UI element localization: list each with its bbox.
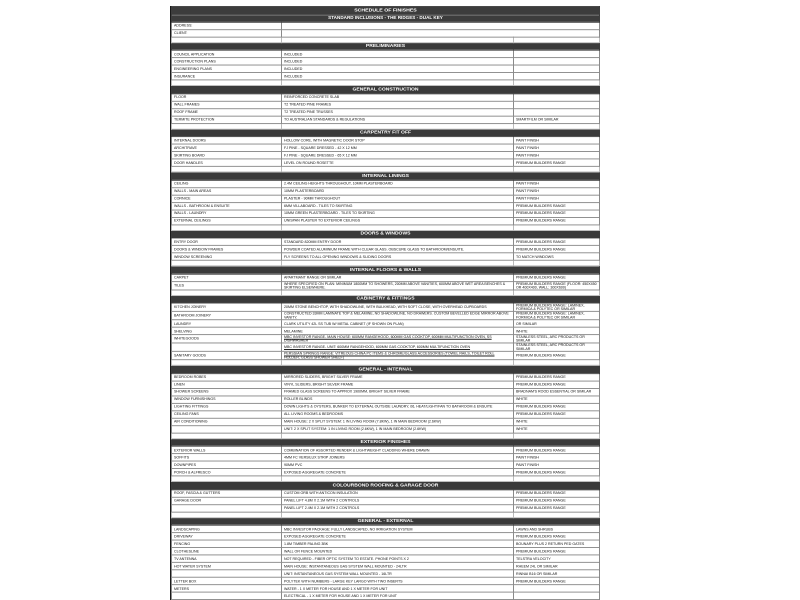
table-row [172, 547, 600, 554]
finish-cell: PREMIUM BUILDERS RANGE [514, 489, 600, 496]
specification-cell: FLY SCREENS TO ALL OPENING WINDOWS & SLIDING DOORS [282, 253, 514, 260]
specification-cell: MBC INVESTOR RANGE- MAIN HOUSE: 600MM RANGEHOOD, 600MM GAS COOKTOP, 600MM MULTIFUNCTION OVEN, SS DISHWASHER [282, 335, 514, 343]
item-cell: WINDOW FURNISHINGS [172, 395, 282, 402]
table-row [172, 373, 600, 380]
finish-cell: RHEEM 24L OR SIMILAR [514, 562, 600, 569]
specification-cell: WATER - 1 X METER FOR HOUSE AND 1 X METER FOR UNIT [282, 585, 514, 592]
section-heading: INTERNAL FLOORS & WALLS [172, 266, 600, 274]
specification-cell: INCLUDED [282, 50, 514, 57]
document-subtitle: STANDARD INCLUSIONS - THE RIDGES - DUAL KEY [172, 14, 600, 21]
specification-cell: EXPOSED AGGREGATE CONCRETE [282, 533, 514, 540]
client-label: CLIENT: [172, 29, 282, 36]
specification-cell: 2.4M CEILING HEIGHTS THROUGHOUT, 10MM PLASTERBOARD [282, 180, 514, 187]
item-cell: DOOR HANDLES [172, 159, 282, 166]
specification-cell: DOWN LIGHTS & OYSTERS, BUNKER TO EXTERNAL OUTSIDE LAUNDRY, 06, HEAT/LIGHT/FAN TO BATHROOM & ENSUITE [282, 403, 514, 410]
finish-cell: PREMIUM BUILDERS RANGE (FLOOR: 450X450 OR 400X400, WALL: 300X600) [514, 281, 600, 289]
specification-cell: HOLLOW CORE, WITH MAGNETIC DOOR STOP [282, 137, 514, 144]
table-row [172, 108, 600, 115]
table-row [172, 592, 600, 599]
specification-cell: LEVEL ON ROUND ROSETTE [282, 159, 514, 166]
specification-cell: FJ PINE - SQUARE DRESSED - 42 X 12 MM [282, 144, 514, 151]
item-cell: FENCING [172, 540, 282, 547]
specification-cell: MELAMINE [282, 327, 514, 334]
specification-cell: CLARK UTILITY 42L SS TUB W/ METAL CABINET (IF SHOWN ON PLAN) [282, 320, 514, 327]
item-cell: COUNCIL APPLICATION [172, 50, 282, 57]
table-row [172, 253, 600, 260]
section-heading-row [172, 230, 600, 238]
section-heading: CABINETRY & FITTINGS [172, 295, 600, 303]
table-row [172, 446, 600, 453]
section-heading: DOORS & WINDOWS [172, 230, 600, 238]
table-row [172, 116, 600, 123]
document-title: SCHEDULE OF FINISHES [172, 6, 600, 14]
client-row [172, 29, 600, 36]
table-row [172, 425, 600, 432]
item-cell: PORCH & ALFRESCO [172, 468, 282, 475]
finish-cell: PREMIUM BUILDERS RANGE [514, 468, 600, 475]
item-cell: LAUNDRY [172, 320, 282, 327]
table-row [172, 144, 600, 151]
finish-cell: PREMIUM BUILDERS RANGE [514, 504, 600, 511]
table-row [172, 210, 600, 217]
finish-cell: PREMIUM BUILDERS RANGE [514, 202, 600, 209]
finish-cell: PREMIUM BUILDERS RANGE: LAMINEX, FORMICA & POLYTEC OR SIMILAR [514, 303, 600, 311]
item-cell: ENGINEERING PLANS [172, 65, 282, 72]
address-row [172, 22, 600, 29]
title-row [172, 6, 600, 14]
specification-cell: PLASTER - 90MM THROUGHOUT [282, 195, 514, 202]
item-cell: DRIVEWAY [172, 533, 282, 540]
specification-cell: PANEL LIFT 2.4M X 2.1M WITH 2 CONTROLS [282, 504, 514, 511]
section-heading-row [172, 295, 600, 303]
finish-cell: PREMIUM BUILDERS RANGE [514, 217, 600, 224]
finish-cell [514, 58, 600, 65]
table-row [172, 311, 600, 319]
finish-cell: PREMIUM BUILDERS RANGE [514, 547, 600, 554]
item-cell: WALLS - LAUNDRY [172, 210, 282, 217]
item-cell: BEDROOM ROBES [172, 373, 282, 380]
specification-cell: COMBINATION OF ASSORTED RENDER & LIGHTWEIGHT CLADDING WHERE DRAWN [282, 446, 514, 453]
item-cell: KITCHEN JOINERY [172, 303, 282, 311]
item-cell: SKIRTING BOARD [172, 151, 282, 158]
table-row [172, 137, 600, 144]
specification-cell: UNIT: 2 X SPLIT SYSTEM: 1 IN LIVING ROOM (2.6KW), 1 IN MAIN BEDROOM (2.6KW) [282, 425, 514, 432]
specification-cell: UNISPAN PLASTER TO EXTERIOR CEILINGS [282, 217, 514, 224]
item-cell: DOWNPIPES [172, 461, 282, 468]
finish-cell [514, 585, 600, 592]
specification-cell: MBC INVESTOR RANGE- UNIT: 600MM RANGEHOOD, 600MM GAS COOKTOP, 600MM MULTIFUNCTION OVEN [282, 343, 514, 351]
table-row [172, 101, 600, 108]
item-cell: BATHROOM JOINERY [172, 311, 282, 319]
item-cell [172, 504, 282, 511]
specification-cell: PANEL LIFT 4.8M X 2.1M WITH 2 CONTROLS [282, 497, 514, 504]
table-row [172, 281, 600, 289]
specification-cell: NOT REQUIRED - FIBER OPTIC SYSTEM TO ESTATE. PHONE POINTS X 2 [282, 555, 514, 562]
finish-cell: WHITE [514, 395, 600, 402]
table-row [172, 410, 600, 417]
specification-cell: 1.8M TIMBER PALING 3BK [282, 540, 514, 547]
item-cell: FLOOR [172, 93, 282, 100]
item-cell: WALL FRAMES [172, 101, 282, 108]
section-heading-row [172, 85, 600, 93]
specification-cell: 10MM GREEN PLASTERBOARD - TILES TO SKIRTING [282, 210, 514, 217]
specification-cell: WALL OR FENCE MOUNTED [282, 547, 514, 554]
specification-cell: MBC INVESTOR PACKAGE: FULLY LANDSCAPED, NO IRRIGATION SYSTEM [282, 525, 514, 532]
specification-cell: VINYL SLIDERS, BRIGHT SILVER FRAME [282, 381, 514, 388]
finish-cell: STAINLESS STEEL, ARC PRODUCTS OR SIMILAR [514, 343, 600, 351]
table-row [172, 489, 600, 496]
specification-cell: FJ PINE - SQUARE DRESSED - 65 X 12 MM [282, 151, 514, 158]
specification-cell: T2 TREATED PINE FRAMES [282, 101, 514, 108]
section-heading-row [172, 172, 600, 180]
specification-cell: T2 TREATED PINE TRUSSES [282, 108, 514, 115]
finish-cell: OR SIMILAR [514, 320, 600, 327]
item-cell: AIR CONDITIONING [172, 418, 282, 425]
address-value[interactable] [282, 22, 600, 29]
finish-cell [514, 108, 600, 115]
finish-cell: PREMIUM BUILDERS RANGE [514, 245, 600, 252]
item-cell: SOFFITS [172, 454, 282, 461]
table-row [172, 245, 600, 252]
specification-cell: MAIN HOUSE: 2 X SPLIT SYSTEM: 1 IN LIVING ROOM (7.8KW), 1 IN MAIN BEDROOM (2.6KW) [282, 418, 514, 425]
finish-cell: PAINT FINISH [514, 461, 600, 468]
table-row [172, 335, 600, 343]
table-row [172, 195, 600, 202]
table-row [172, 93, 600, 100]
finish-cell: PAINT FINISH [514, 195, 600, 202]
finish-cell: SMARTFILM OR SIMILAR [514, 116, 600, 123]
table-row [172, 497, 600, 504]
section-heading: GENERAL CONSTRUCTION [172, 85, 600, 93]
item-cell: CARPET [172, 274, 282, 281]
item-cell: ROOF, FASCIA & GUTTERS [172, 489, 282, 496]
item-cell: SANITARY GOODS [172, 351, 282, 359]
item-cell: DOORS & WINDOW FRAMES [172, 245, 282, 252]
finish-cell [514, 592, 600, 599]
subtitle-row [172, 14, 600, 21]
table-row [172, 151, 600, 158]
finish-cell [514, 93, 600, 100]
finish-cell [514, 101, 600, 108]
item-cell: LANDSCAPING [172, 525, 282, 532]
finish-cell [514, 50, 600, 57]
specification-cell: APARTMANT RANGE OR SIMILAR [282, 274, 514, 281]
finish-cell: PREMIUM BUILDERS RANGE [514, 446, 600, 453]
table-row [172, 540, 600, 547]
item-cell: WINDOW SCREENING [172, 253, 282, 260]
finish-cell: PAINT FINISH [514, 144, 600, 151]
specification-cell: INCLUDED [282, 72, 514, 79]
finish-cell: PREMIUM BUILDERS RANGE [514, 533, 600, 540]
specification-cell: PERSSIAN SPRINGS RANGE: VITREOUS CHINA PC ITEMS & CHROME/GLASS ACCESSORIES (TOWEL RAILS, TOILET ROLL HOLDER, GLASS SHOWER SHELF) [282, 351, 514, 359]
schedule-sheet [170, 6, 600, 600]
table-row [172, 343, 600, 351]
finish-cell: PREMIUM BUILDERS RANGE [514, 381, 600, 388]
item-cell [172, 343, 282, 351]
section-heading-row [172, 129, 600, 137]
item-cell: HOT WATER SYSTEM [172, 562, 282, 569]
item-cell: ENTRY DOOR [172, 238, 282, 245]
finish-cell: PAINT FINISH [514, 180, 600, 187]
finish-cell: BRADNAM'S ROOD ESSENTIAL OR SIMILAR [514, 388, 600, 395]
specification-cell: ELECTRICAL - 1 X METER FOR HOUSE AND 1 X METER FOR UNIT [282, 592, 514, 599]
section-heading-row [172, 365, 600, 373]
specification-cell: EXPOSED AGGREGATE CONCRETE [282, 468, 514, 475]
specification-cell: FRAMED GLASS SCREENS TO APPROX 1900MM, BRIGHT SILVER FRAME [282, 388, 514, 395]
finish-cell: LAWNS AND SHRUBS [514, 525, 600, 532]
finish-cell: PREMIUM BUILDERS RANGE [514, 351, 600, 359]
table-row [172, 461, 600, 468]
finish-cell: STAINLESS STEEL, ARC PRODUCTS OR SIMILAR [514, 335, 600, 343]
finish-cell: PAINT FINISH [514, 137, 600, 144]
table-row [172, 351, 600, 359]
item-cell: CEILING [172, 180, 282, 187]
table-row [172, 72, 600, 79]
item-cell [172, 592, 282, 599]
table-row [172, 585, 600, 592]
table-row [172, 202, 600, 209]
section-heading: PRELIMINARIES [172, 42, 600, 50]
section-heading-row [172, 481, 600, 489]
item-cell: SHELVING [172, 327, 282, 334]
specification-cell: INCLUDED [282, 65, 514, 72]
finish-cell: PAINT FINISH [514, 187, 600, 194]
item-cell: INSURANCE [172, 72, 282, 79]
finish-cell: PAINT FINISH [514, 454, 600, 461]
item-cell: CORNICE [172, 195, 282, 202]
specification-cell: INCLUDED [282, 58, 514, 65]
table-row [172, 388, 600, 395]
specification-cell: TO AUSTRALIAN STANDARDS & REGULATIONS [282, 116, 514, 123]
item-cell: LIGHTING FITTINGS [172, 403, 282, 410]
finish-cell: PREMIUM BUILDERS RANGE [514, 410, 600, 417]
specification-cell: ALL LIVING ROOMS & BEDROOMS [282, 410, 514, 417]
table-row [172, 418, 600, 425]
table-row [172, 381, 600, 388]
table-row [172, 395, 600, 402]
table-row [172, 187, 600, 194]
schedule-table [171, 6, 600, 600]
finish-cell: PREMIUM BUILDERS RANGE [514, 210, 600, 217]
table-row [172, 555, 600, 562]
finish-cell: WHITE [514, 327, 600, 334]
section-heading-row [172, 42, 600, 50]
item-cell: TV ANTENNA [172, 555, 282, 562]
table-row [172, 58, 600, 65]
table-row [172, 320, 600, 327]
item-cell: GARAGE DOOR [172, 497, 282, 504]
client-value[interactable] [282, 29, 600, 36]
table-row [172, 303, 600, 311]
finish-cell: PAINT FINISH [514, 151, 600, 158]
section-heading-row [172, 438, 600, 446]
table-row [172, 65, 600, 72]
specification-cell: 4MM FC VERSILUX STRIP JOINERS [282, 454, 514, 461]
finish-cell: BOUNARY PLUS 2 RETURN PED GATES [514, 540, 600, 547]
section-heading: INTERNAL LININGS [172, 172, 600, 180]
item-cell: WALLS - MAIN AREAS [172, 187, 282, 194]
table-row [172, 217, 600, 224]
finish-cell: PREMIUM BUILDERS RANGE [514, 497, 600, 504]
specification-cell: 6MM VILLABOARD - TILES TO SKIRTING [282, 202, 514, 209]
table-row [172, 468, 600, 475]
table-row [172, 159, 600, 166]
finish-cell: PREMIUM BUILDERS RANGE [514, 403, 600, 410]
finish-cell: PREMIUM BUILDERS RANGE [514, 238, 600, 245]
item-cell [172, 570, 282, 577]
finish-cell: PREMIUM BUILDERS RANGE [514, 373, 600, 380]
table-row [172, 238, 600, 245]
section-heading: CARPENTRY FIT OFF [172, 129, 600, 137]
item-cell: WALLS - BATHROOM & ENSUITE [172, 202, 282, 209]
section-heading: EXTERIOR FINISHES [172, 438, 600, 446]
address-label: ADDRESS: [172, 22, 282, 29]
table-row [172, 533, 600, 540]
finish-cell: PREMIUM BUILDERS RANGE [514, 577, 600, 584]
specification-cell: ROLLER BLINDS [282, 395, 514, 402]
specification-cell: 90MM PVC [282, 461, 514, 468]
section-heading-row [172, 266, 600, 274]
specification-cell: WHERE SPECIFIED ON PLAN: MINIMUM 1800MM TO SHOWERS, 200MM ABOVE VANITIES, 600MM ABOVE WET AREA BENCHES & SKIRTING ELSEWHERE. [282, 281, 514, 289]
specification-cell: UNIT: INSTANTANEOUS GAS SYSTEM WALL MOUNTED - 16LTR [282, 570, 514, 577]
specification-cell: POWDER COATED ALUMINIUM FRAME WITH CLEAR GLASS. OBSCURE GLASS TO BATHROOM/ENSUITE. [282, 245, 514, 252]
specification-cell: MAIN HOUSE: INSTANTANEOUS GAS SYSTEM WALL MOUNTED - 24LTR [282, 562, 514, 569]
table-row [172, 570, 600, 577]
finish-cell [514, 65, 600, 72]
finish-cell: WHITE [514, 425, 600, 432]
item-cell: CEILING FANS [172, 410, 282, 417]
item-cell [172, 425, 282, 432]
item-cell: LETTER BOX [172, 577, 282, 584]
item-cell: TERMITE PROTECTION [172, 116, 282, 123]
finish-cell: PREMIUM BUILDERS RANGE [514, 159, 600, 166]
section-heading: COLOURBOND ROOFING & GARAGE DOOR [172, 481, 600, 489]
table-row [172, 327, 600, 334]
table-row [172, 180, 600, 187]
item-cell: EXTERIOR WALLS [172, 446, 282, 453]
item-cell: INTERNAL DOORS [172, 137, 282, 144]
section-heading: GENERAL - EXTERNAL [172, 517, 600, 525]
finish-cell: TO MATCH WINDOWS [514, 253, 600, 260]
specification-cell: 20MM STONE BENCHTOP, WITH SHADOWLINE, WITH BULKHEAD, WITH SOFT CLOSE, WITH OVERHEAD CUPBOARDS [282, 303, 514, 311]
finish-cell: PREMIUM BUILDERS RANGE [514, 274, 600, 281]
item-cell: CLOTHESLINE [172, 547, 282, 554]
finish-cell: WHITE [514, 418, 600, 425]
table-row [172, 454, 600, 461]
section-heading-row [172, 517, 600, 525]
finish-cell: PREMIUM BUILDERS RANGE: LAMINEX, FORMICA & POLYTEC OR SIMILAR [514, 311, 600, 319]
specification-cell: 10MM PLASTERBOARD [282, 187, 514, 194]
specification-cell: POLYTEK WITH NUMBERS - LARGE KEY LARGO WITH TWO INSERTS [282, 577, 514, 584]
table-row [172, 525, 600, 532]
specification-cell: CUSTOM ORB WITH ANTICON INSULATION [282, 489, 514, 496]
section-heading: GENERAL - INTERNAL [172, 365, 600, 373]
finish-cell [514, 72, 600, 79]
item-cell: LINEN [172, 381, 282, 388]
specification-cell: CONSTRUCTED 33MM LAMINATE TOP & MELAMINE, NO SHADOWLINE, NO DRAWERS. CUSTOM BEVELLED EDGE MIRROR ABOVE VANITY. [282, 311, 514, 319]
specification-cell: MIRRORED SLIDERS, BRIGHT SILVER FRAME [282, 373, 514, 380]
finish-cell: TELSTRA VELOCITY [514, 555, 600, 562]
item-cell: WHITEGOODS [172, 335, 282, 343]
table-row [172, 577, 600, 584]
item-cell: EXTERNAL CEILINGS [172, 217, 282, 224]
table-row [172, 274, 600, 281]
table-row [172, 50, 600, 57]
item-cell: METERS [172, 585, 282, 592]
item-cell: ROOF FRAME [172, 108, 282, 115]
table-row [172, 403, 600, 410]
specification-cell: STANDARD 820MM ENTRY DOOR [282, 238, 514, 245]
finish-cell: RINNAI B16 OR SIMILAR [514, 570, 600, 577]
table-row [172, 562, 600, 569]
item-cell: CONSTRUCTION PLANS [172, 58, 282, 65]
item-cell: SHOWER SCREENS [172, 388, 282, 395]
table-row [172, 504, 600, 511]
item-cell: TILES [172, 281, 282, 289]
specification-cell: REINFORCED CONCRETE SLAB [282, 93, 514, 100]
item-cell: ARCHITRAVE [172, 144, 282, 151]
